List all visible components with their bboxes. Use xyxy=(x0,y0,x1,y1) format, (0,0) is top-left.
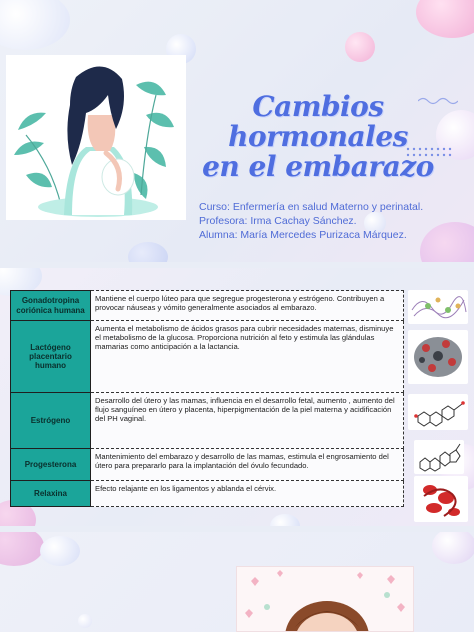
decor-bubble xyxy=(270,514,300,526)
decor-bubble xyxy=(78,614,92,628)
decor-bubble xyxy=(0,0,70,50)
hormone-description: Mantiene el cuerpo lúteo para que segregue progesterona y estrógeno. Contribuyen a provocar náuseas y vómito generalmente asociados al embarazo. xyxy=(91,291,404,321)
hormone-description: Desarrollo del útero y las mamas, influencia en el desarrollo fetal, aumento , aumento del flujo sanguíneo en útero y placenta, hiperpigmentación de la piel materna y acidificación del PH vaginal. xyxy=(91,393,404,449)
title-line-1: Cambios hormonales xyxy=(228,90,408,153)
pregnant-woman-illustration xyxy=(6,55,186,220)
course-info xyxy=(199,200,423,242)
decor-bubble xyxy=(432,532,474,564)
course-text: Curso: Enfermería en salud Materno y perinatal. xyxy=(199,201,424,213)
table-row xyxy=(11,291,404,321)
student-text: Alumna: María Mercedes Purizaca Márquez. xyxy=(199,229,407,241)
presentation-title xyxy=(178,92,458,182)
hormone-description: Efecto relajante en los ligamentos y ablanda el cérvix. xyxy=(91,481,404,507)
table-row xyxy=(11,481,404,507)
hormone-name: Estrógeno xyxy=(11,393,91,449)
hormone-description: Aumenta el metabolismo de ácidos grasos para cubrir necesidades maternas, disminuye el metabolismo de la glucosa. Proporciona nutrición al feto y estimula las glándulas mamarias como anticipación a la lactancia. xyxy=(91,321,404,393)
decor-bubble xyxy=(416,0,474,38)
hormones-table xyxy=(10,290,404,507)
table-row xyxy=(11,321,404,393)
decor-bubble xyxy=(345,32,375,62)
hormone-name: Relaxina xyxy=(11,481,91,507)
table-row xyxy=(11,393,404,449)
decor-bubble xyxy=(40,536,80,566)
hormone-name: Progesterona xyxy=(11,449,91,481)
title-slide xyxy=(0,0,474,262)
molecule-image-hcg xyxy=(408,290,468,324)
molecule-image-lactogen xyxy=(408,330,468,384)
decor-bubble xyxy=(0,532,44,566)
hormone-name: Gonadotropina coriónica humana xyxy=(11,291,91,321)
molecule-image-relaxin xyxy=(414,476,468,522)
teacher-text: Profesora: Irma Cachay Sánchez. xyxy=(199,215,357,227)
molecule-image-progesterone xyxy=(414,440,464,474)
hormones-table-slide xyxy=(0,268,474,526)
hormone-description: Mantenimiento del embarazo y desarrollo de las mamas, estimula el engrosamiento del útero para prepararlo para la implantación del óvulo fecundado. xyxy=(91,449,404,481)
decor-bubble xyxy=(420,222,474,262)
title-line-2: en el embarazo xyxy=(202,150,434,183)
decor-bubble xyxy=(128,242,168,262)
table-row xyxy=(11,449,404,481)
molecule-image-estrogen xyxy=(408,394,468,430)
children-illustration xyxy=(236,566,414,632)
next-slide-preview xyxy=(0,532,474,632)
hormone-name: Lactógeno placentario humano xyxy=(11,321,91,393)
